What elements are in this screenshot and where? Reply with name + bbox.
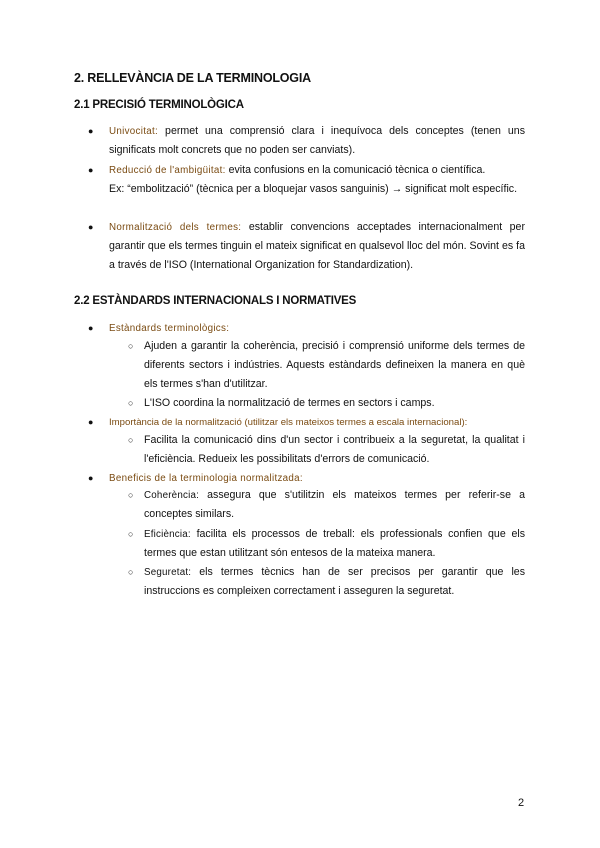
subsection-title-standards: 2.2 ESTÀNDARDS INTERNACIONALS I NORMATIVES xyxy=(74,295,357,307)
item-text: permet una comprensió clara i inequívoca dels conceptes (tenen uns significats molt concrets que no poden ser canviats). xyxy=(109,125,525,157)
bullet-icon: ● xyxy=(88,222,94,232)
term-label: Importància de la normalització (utilitzar els mateixos termes a escala internacional): xyxy=(109,417,468,428)
circle-bullet-icon: ○ xyxy=(128,529,134,539)
example-text: Ex: “embolització” (tècnica per a bloquejar vasos sanguinis) → significat molt específic. xyxy=(109,183,518,196)
term-label: Seguretat: xyxy=(144,567,192,578)
sub-item-eficiencia xyxy=(144,525,525,563)
circle-bullet-icon: ○ xyxy=(128,341,134,351)
item-text: evita confusions en la comunicació tècnica o científica. xyxy=(225,164,486,176)
section-heading: 2. RELLEVÀNCIA DE LA TERMINOLOGIA xyxy=(74,71,311,85)
group-label-estandards xyxy=(109,319,525,338)
subsection-title-precision: 2.1 PRECISIÓ TERMINOLÒGICA xyxy=(74,99,244,111)
list-item-ambiguitat xyxy=(109,161,525,199)
bullet-icon: ● xyxy=(88,165,94,175)
group-label-importancia xyxy=(109,413,525,432)
term-label: Eficiència: xyxy=(144,529,191,540)
term-label: Estàndards terminològics: xyxy=(109,323,230,334)
sub-item: Ajuden a garantir la coherència, precisió i comprensió uniforme dels termes de diferents sectors i indústries. Aquests estàndards defineixen la manera en què els termes s'han d'utilitzar. xyxy=(144,340,525,391)
circle-bullet-icon: ○ xyxy=(128,398,134,408)
bullet-icon: ● xyxy=(88,417,94,427)
circle-bullet-icon: ○ xyxy=(128,567,134,577)
item-text: assegura que s'utilitzin els mateixos termes per referir-se a conceptes similars. xyxy=(144,489,525,521)
sub-item-seguretat xyxy=(144,563,525,601)
sub-item: L'ISO coordina la normalització de termes en sectors i camps. xyxy=(144,397,435,409)
bullet-icon: ● xyxy=(88,126,94,136)
item-text: establir convencions acceptades internacionalment per garantir que els termes tinguin el mateix significat en qualsevol lloc del món. Sovint es fa a través de l'ISO (International Organization for Standardization). xyxy=(109,221,525,272)
sub-item: Facilita la comunicació dins d'un sector i contribueix a la seguretat, la qualitat i l'eficiència. Redueix les possibilitats d'errors de comunicació. xyxy=(144,434,525,466)
term-label: Coherència: xyxy=(144,490,200,501)
page-number: 2 xyxy=(518,797,525,809)
circle-bullet-icon: ○ xyxy=(128,435,134,445)
sub-item-coherencia xyxy=(144,486,525,524)
list-item-normalitzacio xyxy=(109,218,525,276)
bullet-icon: ● xyxy=(88,473,94,483)
bullet-icon: ● xyxy=(88,323,94,333)
term-label: Univocitat: xyxy=(109,126,159,137)
list-item-univocitat xyxy=(109,122,525,160)
item-text: facilita els processos de treball: els professionals confien que els termes que estan utilitzant són entesos de la mateixa manera. xyxy=(144,528,525,560)
term-label: Normalització dels termes: xyxy=(109,222,242,233)
circle-bullet-icon: ○ xyxy=(128,490,134,500)
item-text: els termes tècnics han de ser precisos per garantir que les instruccions es compleixen correctament i asseguren la seguretat. xyxy=(144,566,525,598)
term-label: Beneficis de la terminologia normalitzada: xyxy=(109,473,303,484)
term-label: Reducció de l'ambigüitat: xyxy=(109,165,226,176)
